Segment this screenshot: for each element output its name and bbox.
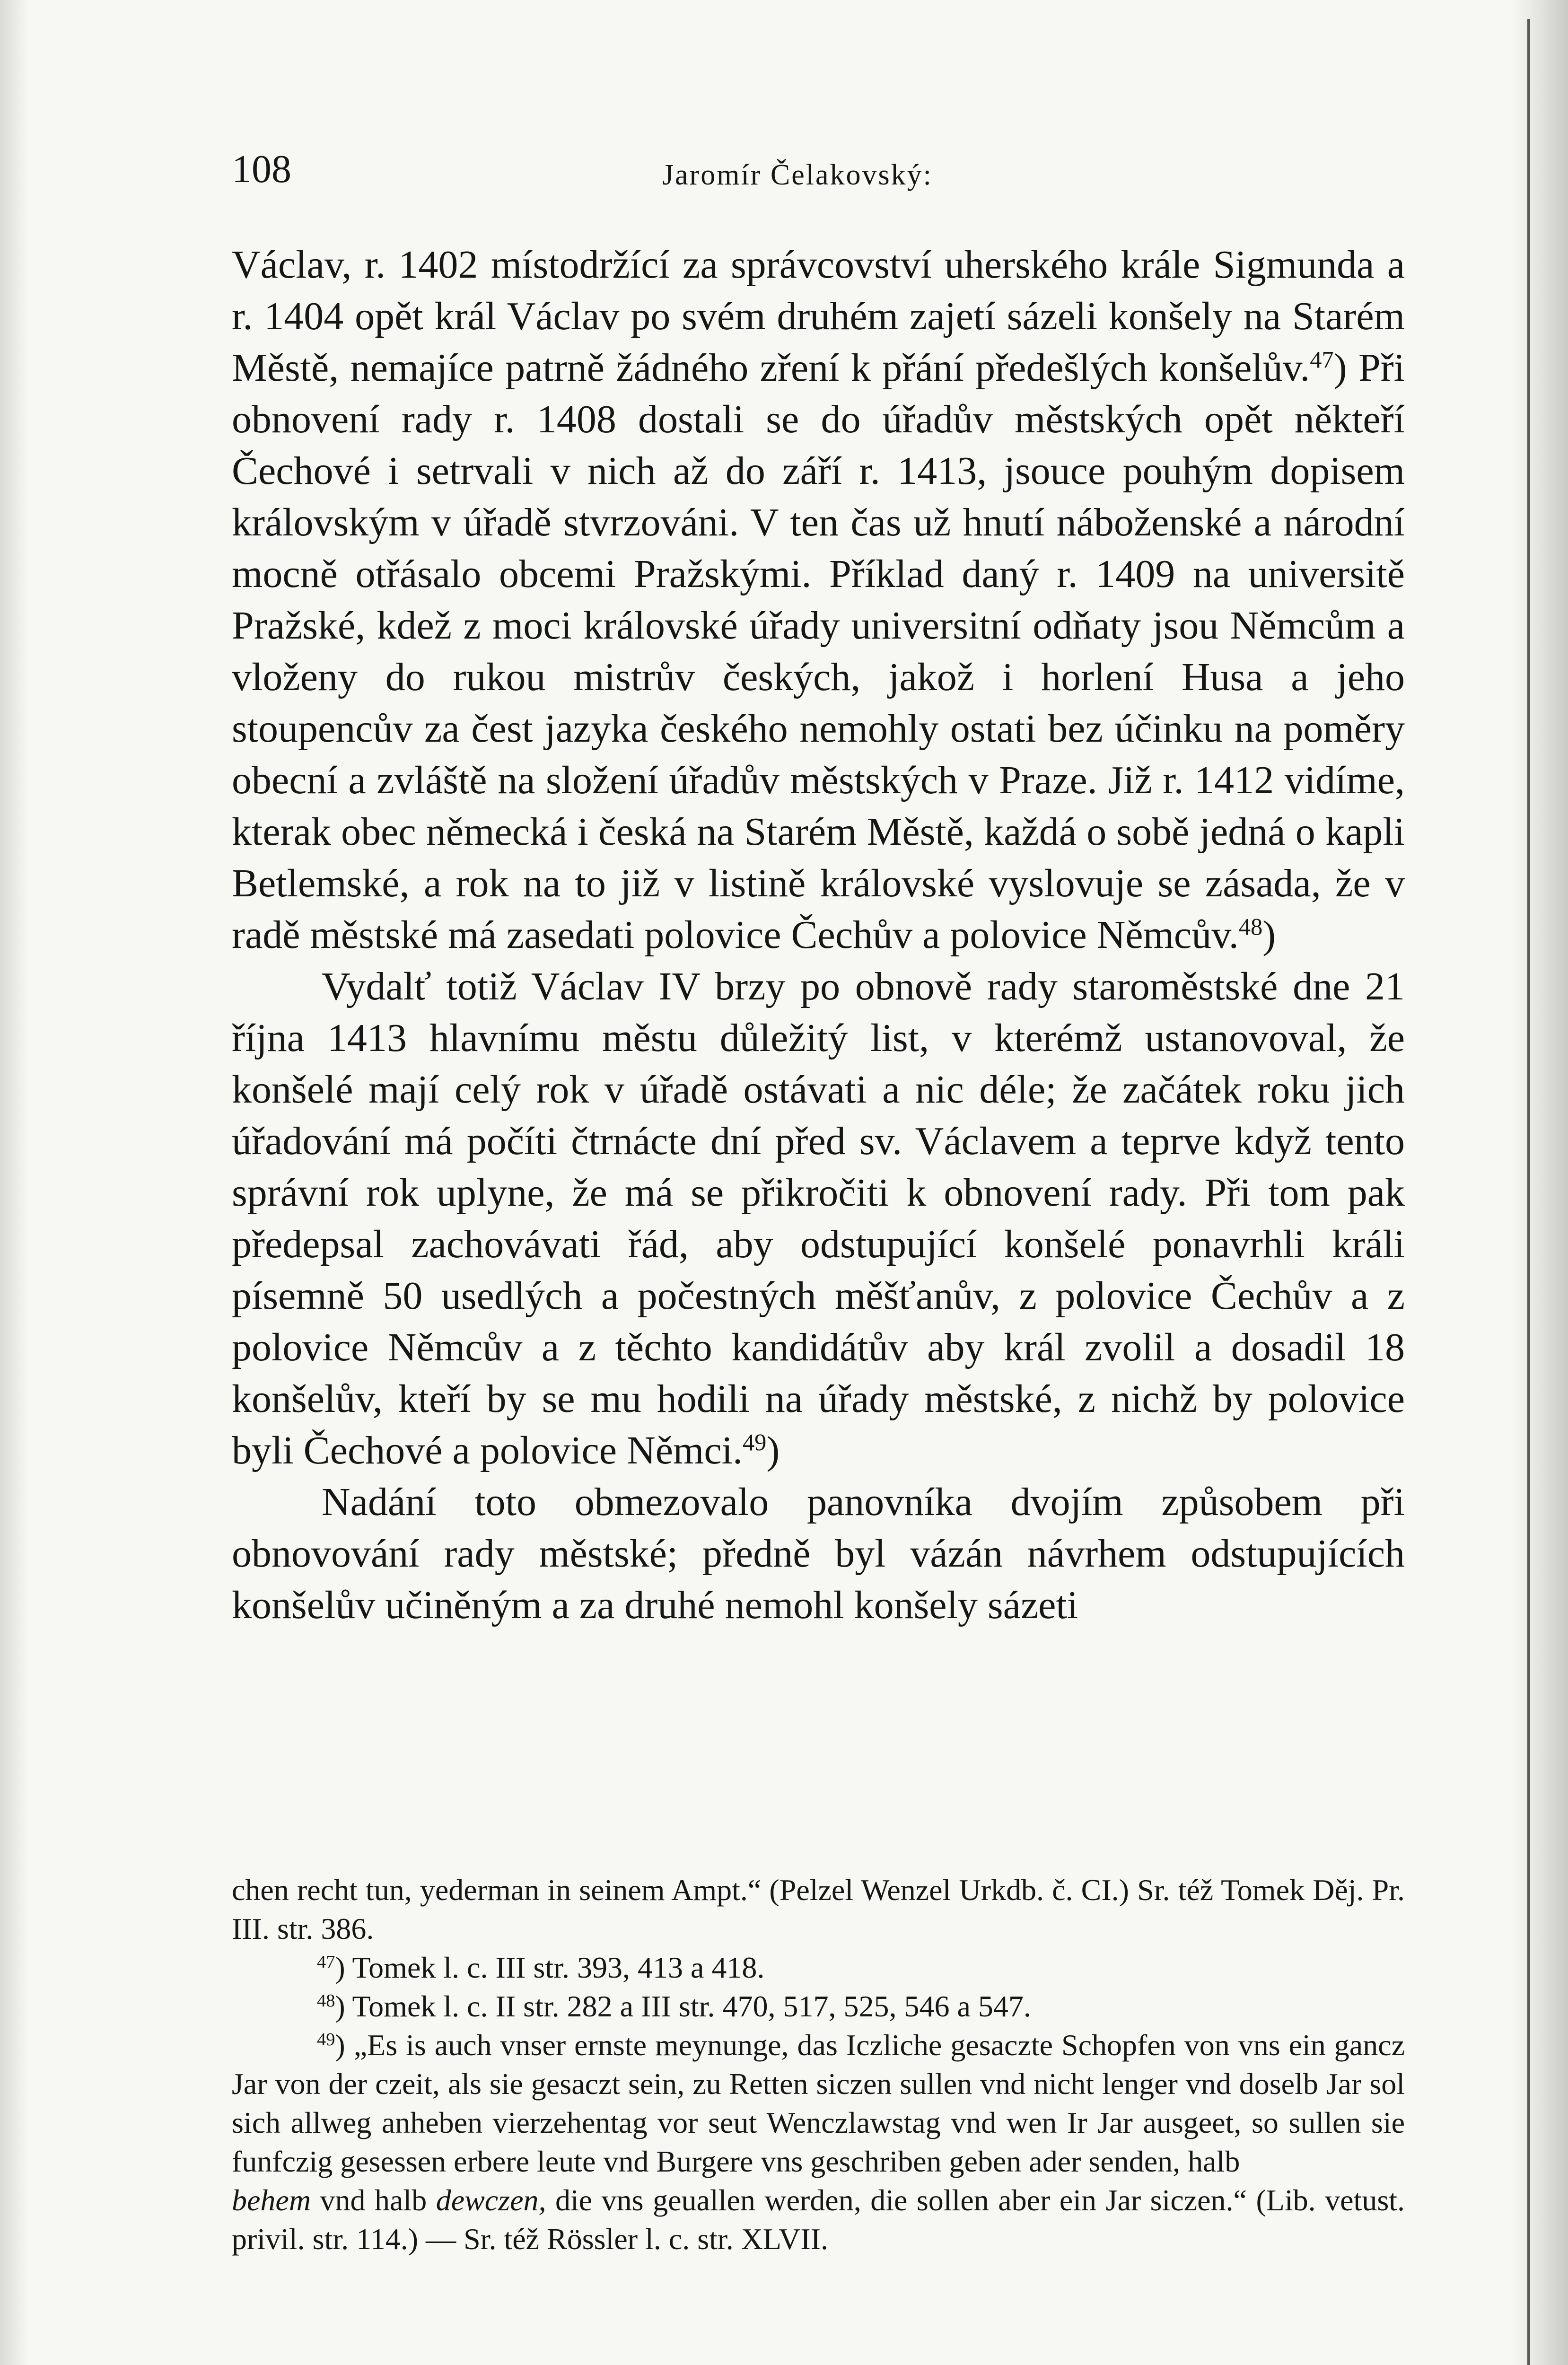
footnote-emphasis: behem [232, 2183, 311, 2217]
paragraph-text: ) Při obnovení rady r. 1408 dostali se do úřadův městských opět někteří Čechové i setrvali v nich až do září r. 1413, jsouce pouhým dopisem královským v úřadě stvrzováni. V ten čas už hnutí náboženské a národní mocně otřásalo obcemi Pražskými. Příklad daný r. 1409 na universitě Pražské, kdež z moci královské úřady universitní odňaty jsou Němcům a vloženy do rukou mistrův českých, jakož i horlení Husa a jeho stoupencův za čest jazyka českého nemohly ostati bez účinku na poměry obecní a zvláště na složení úřadův městských v Praze. Již r. 1412 vidíme, kterak obec německá i česká na Starém Městě, každá o sobě jedná o kapli Betlemské, a rok na to již v listině královské vyslovuje se zásada, že v radě městské má zasedati polovice Čechův a polovice Němcův. [232, 346, 1405, 957]
footnote-mark: 47 [317, 1952, 335, 1972]
paragraph-3 [232, 1476, 1405, 1631]
footnote-47 [232, 1948, 1405, 1987]
footnote-mark: 48 [317, 1990, 335, 2011]
body-text [232, 239, 1405, 1631]
footnote-ref-47: 47 [1310, 346, 1334, 373]
footnote-ref-49: 49 [742, 1429, 767, 1456]
paragraph-text: ) [1262, 913, 1276, 957]
footnote-ref-48: 48 [1238, 913, 1263, 940]
scan-right-edge [1511, 0, 1568, 2365]
paragraph-text: Václav, r. 1402 místodržící za správcovství uherského krále Sigmunda a r. 1404 opět král Václav po svém druhém zajetí sázeli konšely na Starém Městě, nemajíce patrně žádného zření k přání předešlých konšelův. [232, 243, 1405, 390]
footnote-48 [232, 1987, 1405, 2026]
footnote-text: ) Tomek l. c. III str. 393, 413 a 418. [335, 1951, 765, 1984]
running-head: Jaromír Čelakovský: [662, 159, 933, 191]
footnote-text: ) „Es is auch vnser ernste meynunge, das Iczliche gesaczte Schopfen von vns ein gancz Jar von der czeit, als sie gesaczt sein, zu Retten siczen sullen vnd nicht lenger vnd doselb Jar sol sich allweg anheben vierzehentag vor seut Wenczlawstag vnd wen Ir Jar ausgeet, so sullen sie funfczig gesessen erbere leute vnd Burgere vns geschriben geben ader senden, halb [232, 2028, 1405, 2178]
footnote-49 [232, 2026, 1405, 2259]
paragraph-text: Vydalť totiž Václav IV brzy po obnově rady staroměstské dne 21 října 1413 hlavnímu městu důležitý list, v kterémž ustanovoval, že konšelé mají celý rok v úřadě ostávati a nic déle; že začátek roku jich úřadování má počíti čtrnácte dní před sv. Václavem a teprve když tento správní rok uplyne, že má se přikročiti k obnovení rady. Při tom pak předepsal zachovávati řád, aby odstupující konšelé ponavrhli králi písemně 50 usedlých a počestných měšťanův, z polovice Čechův a z polovice Němcův a z těchto kandidátův aby král zvolil a dosadil 18 konšelův, kteří by se mu hodili na úřady městské, z nichž by polovice byli Čechové a polovice Němci. [232, 964, 1405, 1472]
scan-left-edge [0, 0, 28, 2365]
page-number: 108 [232, 147, 291, 191]
footnote-emphasis: dewczen, [436, 2183, 546, 2217]
paragraph-text: Nadání toto obmezovalo panovníka dvojím způsobem při obnovování rady městské; předně byl vázán návrhem odstupujících konšelův učiněným a za druhé nemohl konšely sázeti [232, 1480, 1405, 1627]
page-edge-line [1527, 19, 1530, 2365]
footnote-text: die vns geuallen werden, die sollen aber ein Jar siczen.“ (Lib. vetust. privil. str. 114.) — Sr. též Rössler l. c. str. XLVII. [232, 2183, 1405, 2256]
footnote-mark: 49 [317, 2029, 335, 2050]
footnote-text: chen recht tun, yederman in seinem Ampt.“ (Pelzel Wenzel Urkdb. č. CI.) Sr. též Tomek Děj. Pr. III. str. 386. [232, 1873, 1405, 1945]
paragraph-2 [232, 961, 1405, 1476]
footnotes [232, 1871, 1405, 2259]
paragraph-1 [232, 239, 1405, 961]
footnote-continuation [232, 1871, 1405, 1948]
paragraph-text: ) [766, 1428, 780, 1472]
footnote-text: ) Tomek l. c. II str. 282 a III str. 470, 517, 525, 546 a 547. [335, 1989, 1031, 2023]
footnote-text: vnd halb [311, 2183, 436, 2217]
